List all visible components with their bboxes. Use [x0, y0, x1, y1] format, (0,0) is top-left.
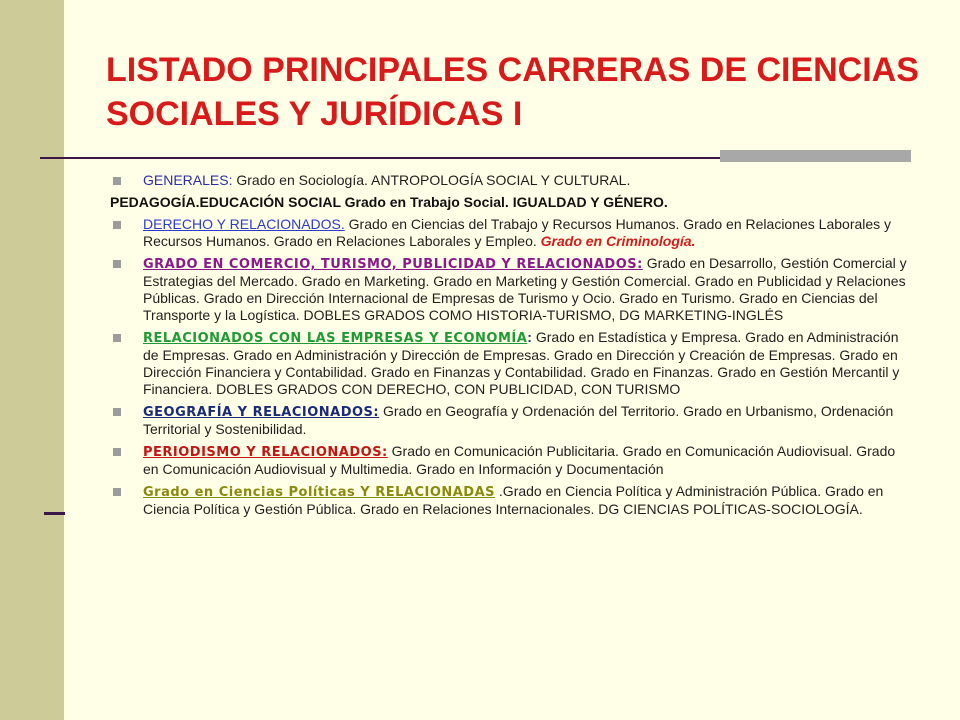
item-link[interactable]: GEOGRAFÍA Y RELACIONADOS:	[143, 405, 380, 420]
bullet-icon	[113, 488, 121, 496]
item-text: Grado en Comunicación Publicitaria. Grado en Comunicación Audiovisual. Grado en Comunicación Audiovisual y Multimedia. Grado en Información y Documentación	[143, 443, 896, 477]
item-link[interactable]: RELACIONADOS CON LAS EMPRESAS Y ECONOMÍA	[143, 331, 528, 346]
item-text: .Grado en Ciencia Política y Administración Pública. Grado en Ciencia Política y Gestión Pública. Grado en Relaciones Internacionales. DG CIENCIAS POLÍTICAS-SOCIOLOGÍA.	[143, 483, 884, 517]
left-accent-bar	[0, 0, 64, 720]
item-text: Grado en Geografía y Ordenación del Territorio. Grado en Urbanismo, Ordenación Territorial y Sostenibilidad.	[143, 403, 894, 437]
bullet-icon	[113, 177, 121, 185]
item-text: Grado en Desarrollo, Gestión Comercial y Estrategias del Mercado. Grado en Marketing. Grado en Marketing y Gestión Comercial. Grado en Publicidad y Relaciones Públicas. Grado en Dirección Internacional de Empresas de Turismo y Ocio. Grado en Turismo. Grado en Ciencias del Transporte y la Logística. DOBLES GRADOS COMO HISTORIA-TURISMO, DG MARKETING-INGLÉS	[143, 255, 907, 323]
item-label: GENERALES:	[143, 172, 233, 188]
item-text: Grado en Estadística y Empresa. Grado en Administración de Empresas. Grado en Administración y Dirección de Empresas. Grado en Dirección y Creación de Empresas. Grado en Dirección Financiera y Contabilidad. Grado en Finanzas y Contabilidad. Grado en Finanzas. Grado en Gestión Mercantil y Financiera. DOBLES GRADOS CON DERECHO, CON PUBLICIDAD, CON TURISMO	[143, 329, 900, 397]
item-link[interactable]: PERIODISMO Y RELACIONADOS:	[143, 445, 388, 460]
item-colon: :	[527, 329, 532, 345]
list-item-periodismo	[108, 443, 908, 478]
left-bar-marker	[44, 512, 65, 515]
bullet-icon	[113, 408, 121, 416]
list-item-empresas	[108, 329, 908, 398]
bullet-icon	[113, 448, 121, 456]
list-item-generales	[108, 172, 908, 189]
list-item-derecho	[108, 216, 908, 250]
title-divider-block	[720, 150, 911, 162]
bullet-icon	[113, 260, 121, 268]
item-highlight: Grado en Criminología.	[540, 233, 696, 249]
list-item-pedagogia: PEDAGOGÍA.EDUCACIÓN SOCIAL Grado en Trabajo Social. IGUALDAD Y GÉNERO.	[110, 194, 668, 210]
career-list	[108, 172, 908, 523]
bullet-icon	[113, 221, 121, 229]
item-text: Grado en Ciencias del Trabajo y Recursos Humanos. Grado en Relaciones Laborales y Recursos Humanos. Grado en Relaciones Laborales y Empleo.	[143, 216, 892, 249]
bullet-icon	[113, 334, 121, 342]
item-link[interactable]: DERECHO Y RELACIONADOS.	[143, 216, 345, 232]
item-text: Grado en Sociología. ANTROPOLOGÍA SOCIAL Y CULTURAL.	[232, 172, 631, 188]
list-item-comercio	[108, 255, 908, 324]
slide-title: LISTADO PRINCIPALES CARRERAS DE CIENCIAS SOCIALES Y JURÍDICAS I	[106, 51, 919, 133]
item-link[interactable]: Grado en Ciencias Políticas Y RELACIONADAS	[143, 485, 496, 500]
list-item-politicas	[108, 483, 908, 518]
list-item-geografia	[108, 403, 908, 438]
item-link[interactable]: GRADO EN COMERCIO, TURISMO, PUBLICIDAD Y RELACIONADOS:	[143, 257, 643, 272]
